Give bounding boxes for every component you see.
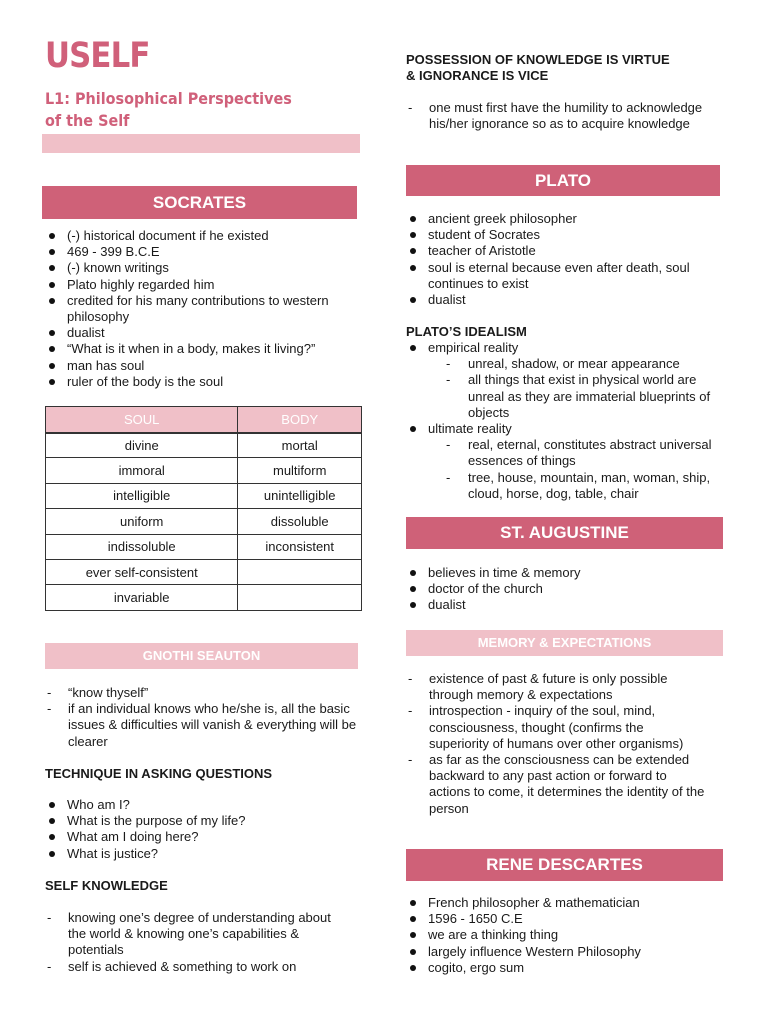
subtitle-line-2: of the Self: [45, 111, 130, 130]
list-item: credited for his many contributions to western philosophy: [45, 293, 365, 325]
table-cell: [238, 559, 362, 584]
list-item: - “know thyself”: [45, 685, 363, 701]
list-item: believes in time & memory: [406, 565, 722, 581]
table-row: [46, 458, 362, 483]
table-row: [46, 585, 362, 610]
list-item: dualist: [45, 325, 365, 341]
plato-banner: PLATO: [406, 165, 720, 196]
self-knowledge-list: [45, 910, 345, 975]
table-header-soul: SOUL: [46, 407, 238, 433]
memory-list: [406, 671, 706, 817]
list-item: - if an individual knows who he/she is, all the basic issues & difficulties will vanish & everything will be clearer: [45, 701, 363, 750]
ultimate-label: ultimate reality: [428, 421, 512, 437]
table-row: [46, 509, 362, 534]
table-cell: mortal: [238, 433, 362, 458]
list-item: - unreal, shadow, or mear appearance: [446, 356, 722, 372]
socrates-list: [45, 228, 365, 390]
possession-heading-line-1: POSSESSION OF KNOWLEDGE IS VIRTUE: [406, 52, 670, 67]
list-item: cogito, ergo sum: [406, 960, 722, 976]
list-item: ancient greek philosopher: [406, 211, 716, 227]
idealism-list: [406, 340, 722, 502]
list-item: - tree, house, mountain, man, woman, ship, cloud, horse, dog, table, chair: [446, 470, 722, 502]
ultimate-sublist: [446, 437, 722, 502]
table-cell: inconsistent: [238, 534, 362, 559]
augustine-banner: ST. AUGUSTINE: [406, 517, 723, 549]
list-item: Plato highly regarded him: [45, 277, 365, 293]
table-header-body: BODY: [238, 407, 362, 433]
list-item: (-) known writings: [45, 260, 365, 276]
list-item: - one must first have the humility to acknowledge his/her ignorance so as to acquire knowledge: [406, 100, 706, 132]
table-cell: indissoluble: [46, 534, 238, 559]
list-item: “What is it when in a body, makes it living?”: [45, 341, 365, 357]
table-row: [46, 534, 362, 559]
soul-body-table: [45, 406, 362, 611]
list-item: soul is eternal because even after death, soul continues to exist: [406, 260, 716, 292]
table-row: [46, 433, 362, 458]
list-item: French philosopher & mathematician: [406, 895, 722, 911]
table-cell: unintelligible: [238, 483, 362, 508]
list-item: - as far as the consciousness can be extended backward to any past action or forward to actions to come, it determines the identity of the person: [406, 752, 706, 817]
list-item: 469 - 399 B.C.E: [45, 244, 365, 260]
table-cell: immoral: [46, 458, 238, 483]
list-item: [406, 421, 722, 502]
table-cell: [238, 585, 362, 610]
technique-heading: TECHNIQUE IN ASKING QUESTIONS: [45, 766, 273, 781]
list-item: - introspection - inquiry of the soul, mind, consciousness, thought (confirms the superiority of humans over other organisms): [406, 703, 706, 752]
empirical-sublist: [446, 356, 722, 421]
list-item: dualist: [406, 292, 716, 308]
empirical-label: empirical reality: [428, 340, 519, 355]
list-item: - all things that exist in physical world are unreal as they are immaterial blueprints of objects: [446, 372, 722, 421]
list-item: dualist: [406, 597, 722, 613]
list-item: ruler of the body is the soul: [45, 374, 365, 390]
list-item: What is the purpose of my life?: [45, 813, 363, 829]
subtitle-line-1: L1: Philosophical Perspectives: [45, 89, 292, 108]
plato-list: [406, 211, 716, 308]
idealism-heading: PLATO’S IDEALISM: [406, 324, 527, 339]
list-item: What am I doing here?: [45, 829, 363, 845]
list-item: teacher of Aristotle: [406, 243, 716, 259]
possession-list: [406, 100, 706, 132]
list-item: student of Socrates: [406, 227, 716, 243]
table-cell: ever self-consistent: [46, 559, 238, 584]
list-item: we are a thinking thing: [406, 927, 722, 943]
title-underline-bar: [42, 134, 360, 153]
list-item: largely influence Western Philosophy: [406, 944, 722, 960]
list-item: - self is achieved & something to work on: [45, 959, 345, 975]
descartes-list: [406, 895, 722, 976]
table-row: [46, 483, 362, 508]
socrates-banner: SOCRATES: [42, 186, 357, 219]
memory-banner: MEMORY & EXPECTATIONS: [406, 630, 723, 656]
self-knowledge-heading: SELF KNOWLEDGE: [45, 878, 168, 893]
list-item: - knowing one’s degree of understanding about the world & knowing one’s capabilities & potentials: [45, 910, 345, 959]
table-row: [46, 559, 362, 584]
augustine-list: [406, 565, 722, 614]
table-cell: multiform: [238, 458, 362, 483]
list-item: [406, 340, 722, 421]
table-cell: intelligible: [46, 483, 238, 508]
list-item: 1596 - 1650 C.E: [406, 911, 722, 927]
list-item: - real, eternal, constitutes abstract universal essences of things: [446, 437, 722, 469]
page-subtitle: [45, 88, 292, 132]
possession-heading: [406, 52, 670, 84]
table-cell: dissoluble: [238, 509, 362, 534]
possession-heading-line-2: & IGNORANCE IS VICE: [406, 68, 549, 83]
descartes-banner: RENE DESCARTES: [406, 849, 723, 881]
list-item: doctor of the church: [406, 581, 722, 597]
gnothi-banner: GNOTHI SEAUTON: [45, 643, 358, 669]
list-item: man has soul: [45, 358, 365, 374]
table-cell: uniform: [46, 509, 238, 534]
table-cell: divine: [46, 433, 238, 458]
page-title: USELF: [45, 36, 150, 76]
table-cell: invariable: [46, 585, 238, 610]
list-item: Who am I?: [45, 797, 363, 813]
list-item: What is justice?: [45, 846, 363, 862]
list-item: - existence of past & future is only possible through memory & expectations: [406, 671, 706, 703]
list-item: (-) historical document if he existed: [45, 228, 365, 244]
gnothi-list: [45, 685, 363, 750]
technique-list: [45, 797, 363, 862]
